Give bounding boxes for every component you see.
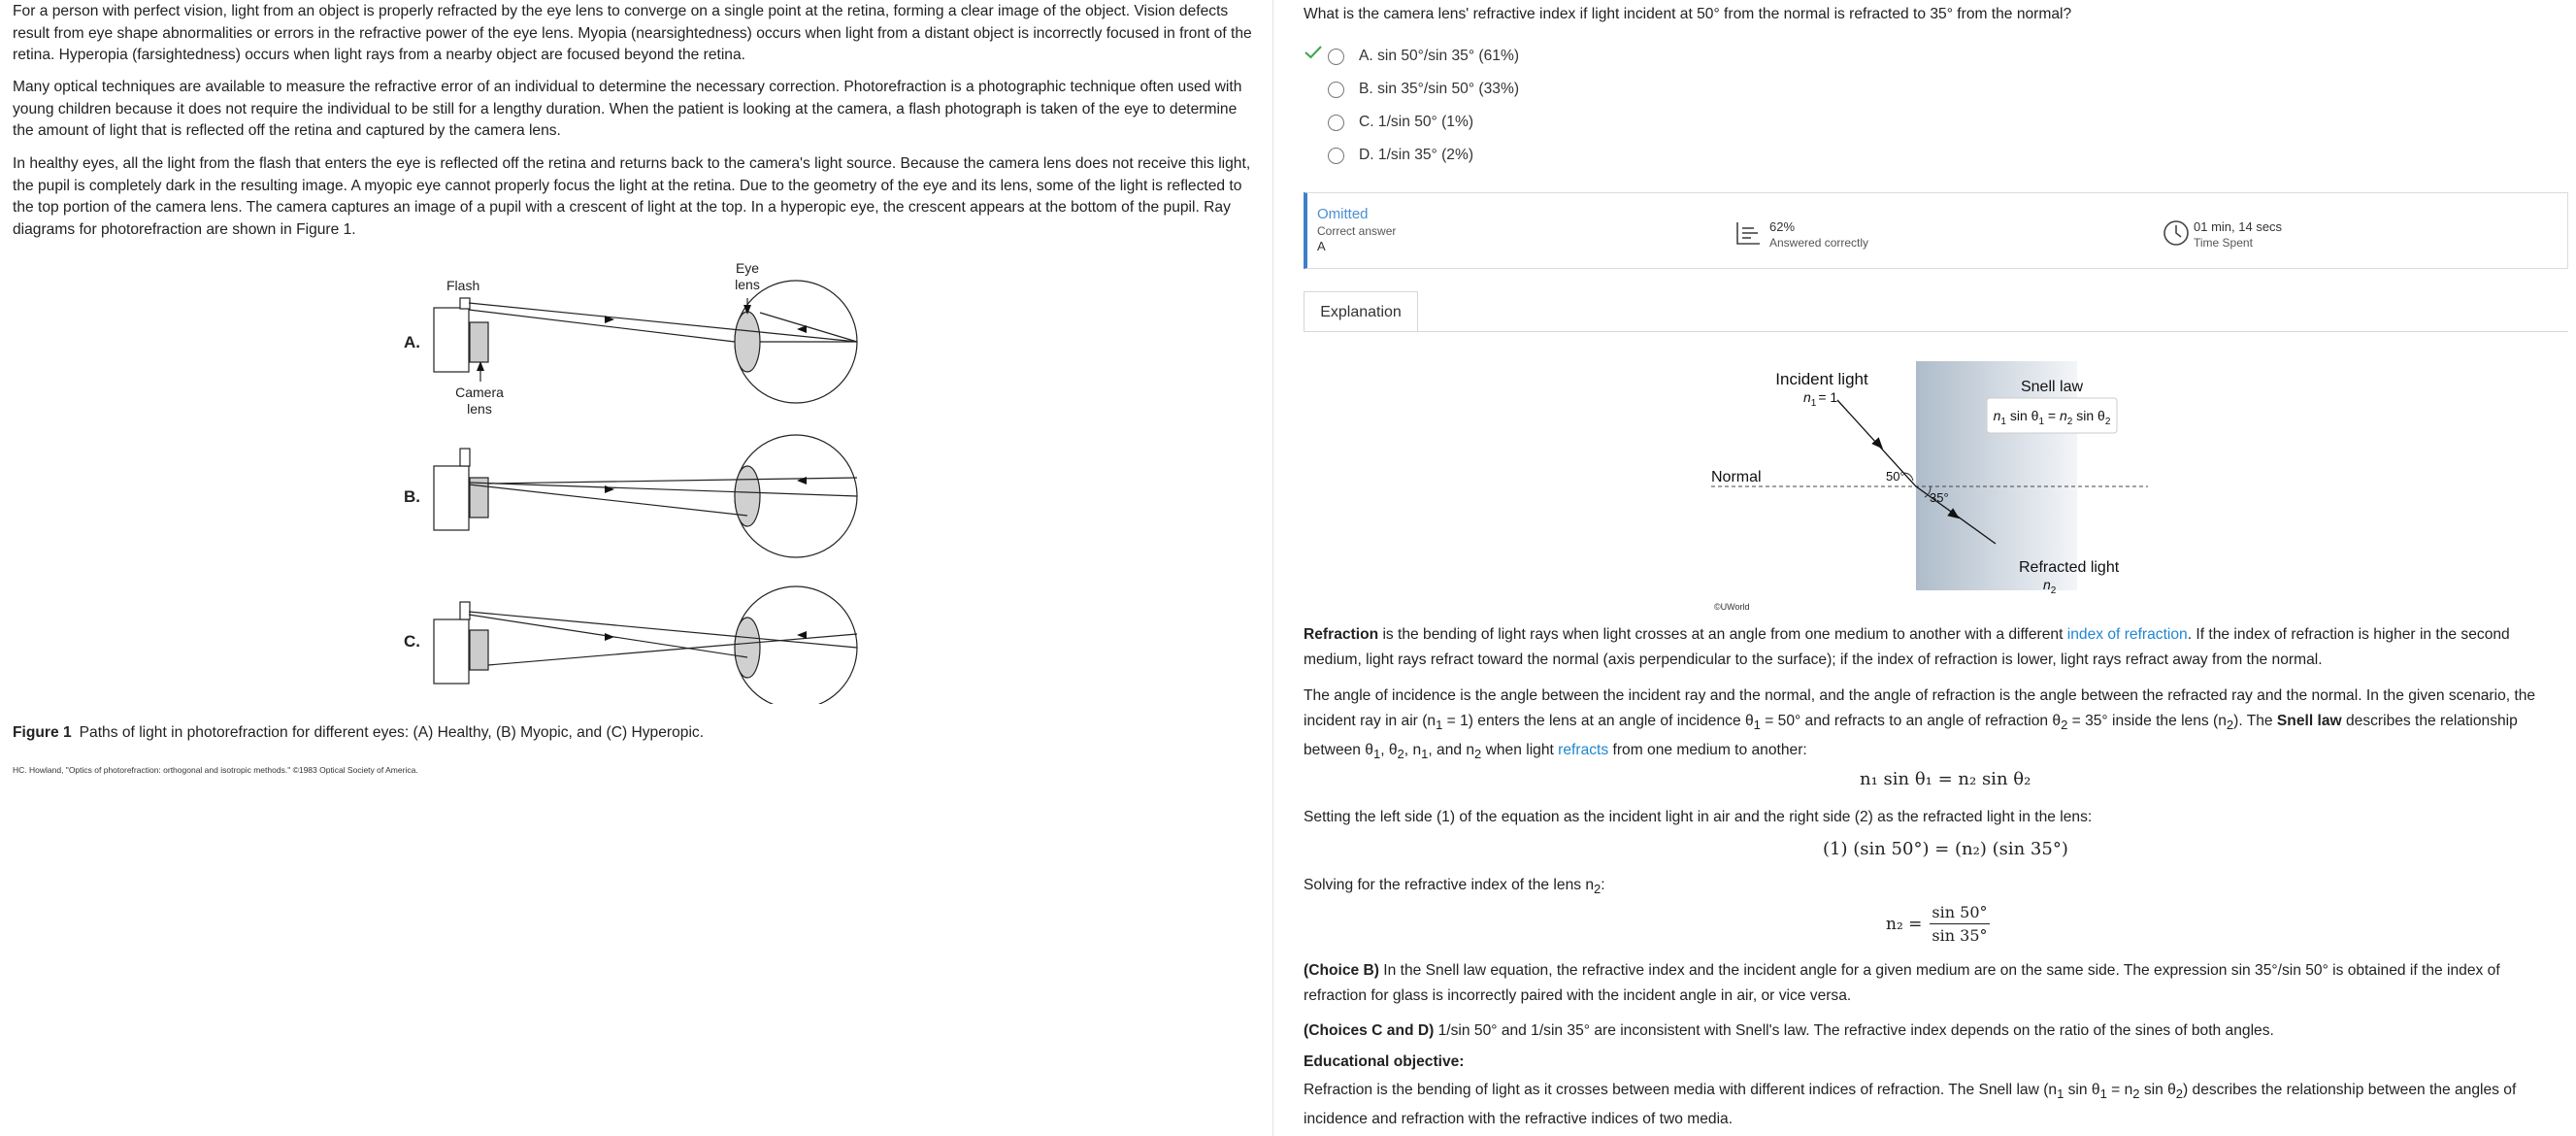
angle-35-label: 35°: [1930, 490, 1949, 505]
explanation-paragraph-4: Solving for the refractive index of the lens $n_2$:: [1304, 877, 1605, 897]
figure-caption: [13, 724, 704, 742]
explanation-paragraph-2: The angle of incidence is the angle between the incident ray and the normal, and the angle of refraction is the angle between the refracted ray and the normal. In the given scenario, the incident ray in air $(n_1 = 1)$ enters the lens at an angle of incidence $\theta_1 = 50^\circ$ and refracts to an angle of refraction $\theta_2 = 35^\circ$ inside the lens $(n_2)$. The Snell law describes the relationship between $\theta_1$, $\theta_2$, $n_1$, and $n_2$ when light refracts from one medium to another:: [1304, 687, 2536, 762]
figure-caption-label: Figure 1: [13, 724, 72, 741]
choice-c-label: C. 1/sin 50° (1%): [1359, 114, 1474, 130]
lens-medium: [1916, 361, 2077, 590]
fraction-numerator: sin 50°: [1930, 903, 1989, 924]
n2-label: $n_2$: [2043, 577, 2057, 596]
choice-d-label: D. 1/sin 35° (2%): [1359, 147, 1474, 163]
percent-correct: [1734, 219, 1868, 250]
refracted-light-label: Refracted light: [2019, 559, 2120, 576]
radio-icon[interactable]: [1328, 148, 1344, 164]
snell-law-formula: $n_1$ $\sin \theta_1 = n_2$ $\sin \theta_2$: [1993, 408, 2111, 427]
eye-lens-label-line1: Eye: [735, 260, 760, 276]
angle-50-label: 50°: [1886, 469, 1905, 484]
refracts-link[interactable]: refracts: [1558, 742, 1609, 759]
eye-lens-c: [735, 618, 760, 678]
educational-objective-title: Educational objective:: [1304, 1053, 1465, 1070]
percent-label: Answered correctly: [1769, 236, 1869, 250]
figure-source: HC. Howland, "Optics of photorefraction: orthogonal and isotropic methods." ©1983 Optical Society of America.: [13, 765, 418, 775]
camera-body-c: [434, 619, 469, 684]
percent-value: 62%: [1769, 219, 1796, 234]
snell-law-title: Snell law: [2020, 379, 2084, 395]
time-label: Time Spent: [2194, 236, 2253, 250]
clock-icon: [2163, 219, 2190, 247]
choice-a-label: A. sin 50°/sin 35° (61%): [1359, 48, 1520, 64]
camera-lens-a: [470, 322, 488, 362]
tab-divider: [1304, 331, 2568, 332]
normal-label: Normal: [1711, 469, 1762, 485]
flash-box-b: [460, 449, 470, 466]
correct-answer-label: Correct answer: [1317, 224, 1397, 238]
eye-lens-a: [735, 312, 760, 372]
eye-lens-label-line2: lens: [735, 277, 760, 292]
fraction-denominator: sin 35°: [1932, 926, 1988, 945]
passage-paragraph-3: In healthy eyes, all the light from the flash that enters the eye is reflected off the retina and returns back to the camera's light source. Because the camera lens does not receive this light, the pupil is completely dark in the resulting image. A myopic eye cannot properly focus the light at the retina. Due to the geometry of the eye and its lens, some of the light is reflected to the top portion of the camera lens. The camera captures an image of a pupil with a crescent of light at the top. In a hyperopic eye, the crescent appears at the bottom of the pupil. Ray diagrams for photorefraction are shown in Figure 1.: [13, 155, 1251, 238]
status-omitted: Omitted: [1317, 206, 1369, 222]
radio-icon[interactable]: [1328, 115, 1344, 131]
camera-body-b: [434, 466, 469, 530]
educational-objective-text: Refraction is the bending of light as it crosses between media with different indices of refraction. The Snell law ($n_1$ $\sin \theta_1 = n_2$ $\sin \theta_2$) describes the relationship between the angles of incidence and refraction with the refractive indices of two media.: [1304, 1082, 2517, 1128]
flash-box-a: [460, 298, 470, 309]
diagram-label-c: C.: [404, 632, 420, 651]
time-spent: [2163, 219, 2282, 250]
correct-answer-value: A: [1317, 239, 1326, 253]
uworld-credit: ©UWorld: [1714, 602, 1750, 612]
figure-caption-text: Paths of light in photorefraction for different eyes: (A) Healthy, (B) Myopic, and (C) Hyperopic.: [79, 724, 705, 741]
flash-label: Flash: [446, 278, 480, 293]
choice-c[interactable]: [1328, 112, 1473, 133]
bar-chart-icon: [1734, 219, 1762, 247]
answer-status: [1317, 206, 1396, 253]
choice-d[interactable]: [1328, 145, 1473, 166]
radio-icon[interactable]: [1328, 82, 1344, 98]
camera-lens-c: [470, 630, 488, 670]
diagram-label-a: A.: [404, 333, 420, 351]
camera-lens-label-line1: Camera: [455, 384, 504, 400]
choice-a[interactable]: [1328, 46, 1519, 67]
explanation-paragraph-3: Setting the left side (1) of the equation as the incident light in air and the right side (2) as the refracted light in the lens:: [1304, 809, 2093, 825]
passage-pane: [0, 0, 1273, 1136]
camera-body-a: [434, 308, 469, 372]
solution-equation: n₂ = $\frac{\sin 50^\circ}{\sin 35^\circ}$: [1886, 903, 1988, 945]
eye-lens-b: [735, 466, 760, 526]
diagram-label-b: B.: [404, 487, 420, 506]
question-text: What is the camera lens' refractive index if light incident at 50° from the normal is refracted to 35° from the normal?: [1304, 6, 2072, 22]
flash-box-c: [460, 602, 470, 619]
snell-equation: n₁ sin θ₁ = n₂ sin θ₂: [1860, 769, 2031, 789]
explanation-choice-b: (Choice B) In the Snell law equation, the refractive index and the incident angle for a given medium are on the same side. The expression sin 35°/sin 50° is obtained if the index of refraction for glass is incorrectly paired with the incident angle in air, or vice versa.: [1304, 962, 2500, 1004]
incident-light-label: Incident light: [1775, 370, 1868, 388]
choice-b[interactable]: [1328, 79, 1519, 100]
index-of-refraction-link[interactable]: index of refraction: [2066, 626, 2188, 643]
radio-icon[interactable]: [1328, 49, 1344, 65]
explanation-choices-c-d: (Choices C and D) 1/sin 50° and 1/sin 35° are inconsistent with Snell's law. The refractive index depends on the ratio of the sines of both angles.: [1304, 1022, 2274, 1039]
choice-b-label: B. sin 35°/sin 50° (33%): [1359, 81, 1520, 97]
tab-explanation[interactable]: Explanation: [1304, 291, 1418, 332]
question-pane: [1274, 0, 2576, 1136]
photorefraction-figure: [0, 248, 971, 704]
passage-paragraph-2: Many optical techniques are available to measure the refractive error of an individual to determine the necessary correction. Photorefraction is a photographic technique often used with young children because it does not require the individual to be still for a lengthy duration. When the patient is looking at the camera, a flash photograph is taken of the eye to determine the amount of light that is reflected off the retina and captured by the camera lens.: [13, 79, 1242, 139]
time-value: 01 min, 14 secs: [2194, 219, 2283, 234]
camera-lens-label-line2: lens: [467, 401, 492, 417]
substituted-equation: (1) (sin 50°) = (n₂) (sin 35°): [1823, 839, 2068, 859]
passage-paragraph-1: For a person with perfect vision, light from an object is properly refracted by the eye lens to converge on a single point at the retina, forming a clear image of the object. Vision defects result from eye shape abnormalities or errors in the refractive power of the eye lens. Myopia (nearsightedness) occurs when light from a distant object is incorrectly focused in front of the retina. Hyperopia (farsightedness) occurs when light rays from a nearby object are focused beyond the retina.: [13, 3, 1252, 63]
n1-label: $n_1 = 1$: [1803, 389, 1838, 409]
correct-check-icon: [1304, 45, 1323, 60]
answer-stats-panel: [1304, 192, 2568, 269]
snell-law-diagram: [1711, 350, 2216, 617]
explanation-paragraph-1: Refraction is the bending of light rays when light crosses at an angle from one medium to another with a different index of refraction. If the index of refraction is higher in the second medium, light rays refract toward the normal (axis perpendicular to the surface); if the index of refraction is lower, light rays refract away from the normal.: [1304, 626, 2510, 668]
